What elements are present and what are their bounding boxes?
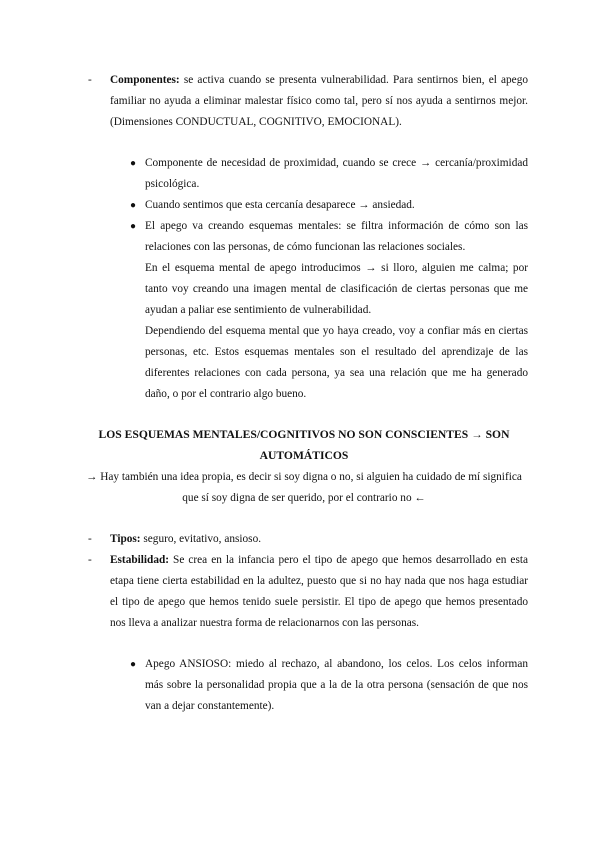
- types-text: seguro, evitativo, ansioso.: [140, 533, 262, 545]
- bullet-dot: ●: [130, 158, 137, 169]
- list-item-text: Componente de necesidad de proximidad, cuando se crece → cercanía/proximidad psicológica.: [145, 157, 528, 190]
- list-item-text: Cuando sentimos que esta cercanía desaparece → ansiedad.: [145, 199, 415, 211]
- bullet-dot: ●: [130, 200, 137, 211]
- components-label: Componentes:: [110, 74, 180, 86]
- stability-item: [88, 550, 528, 634]
- list-item-paragraph: En el esquema mental de apego introducimos → si lloro, alguien me calma; por tanto voy creando una imagen mental de clasificación de ciertas personas que me ayudan a paliar ese sentimiento de vulnerabilidad.: [145, 262, 528, 316]
- list-item: [130, 195, 528, 216]
- types-item: [88, 529, 528, 550]
- components-item: [88, 70, 528, 133]
- components-paragraph: [110, 70, 528, 133]
- types-paragraph: [110, 529, 528, 550]
- stability-bullet-list: [130, 654, 528, 717]
- list-item-text: El apego va creando esquemas mentales: se filtra información de cómo son las relaciones con las personas, de cómo funcionan las relaciones sociales.: [145, 220, 528, 253]
- arrow-note: → Hay también una idea propia, es decir si soy digna o no, si alguien ha cuidado de mí significa que sí soy digna de ser querido, por el contrario no ←: [86, 471, 522, 504]
- list-item: [130, 216, 528, 405]
- types-label: Tipos:: [110, 533, 141, 545]
- bullet-dot: ●: [130, 221, 137, 232]
- components-text: se activa cuando se presenta vulnerabilidad. Para sentirnos bien, el apego familiar no ayuda a eliminar malestar físico como tal, pero sí nos ayuda a sentirnos mejor. (Dimensiones CONDUCTUAL, COGNITIVO, EMOCIONAL).: [110, 74, 528, 128]
- list-item: [130, 153, 528, 195]
- list-item-text: Apego ANSIOSO: miedo al rechazo, al abandono, los celos. Los celos informan más sobre la personalidad propia que a la de la otra persona (sensación de que nos van a dejar constantemente).: [145, 658, 528, 712]
- list-item: [130, 654, 528, 717]
- components-bullet-list: [130, 153, 528, 405]
- section-heading: LOS ESQUEMAS MENTALES/COGNITIVOS NO SON CONSCIENTES → SON AUTOMÁTICOS: [98, 428, 510, 462]
- dash-marker: -: [88, 74, 92, 86]
- stability-text: Se crea en la infancia pero el tipo de apego que hemos desarrollado en esta etapa tiene cierta estabilidad en la adultez, puesto que si no hay nada que nos haga estudiar el tipo de apego que hemos tenido suele persistir. El tipo de apego que hemos presentado nos lleva a analizar nuestra forma de relacionarnos con las personas.: [110, 554, 528, 629]
- stability-paragraph: [110, 550, 528, 634]
- bullet-dot: ●: [130, 659, 137, 670]
- dash-marker: -: [88, 533, 92, 545]
- stability-label: Estabilidad:: [110, 554, 170, 566]
- list-item-paragraph: Dependiendo del esquema mental que yo haya creado, voy a confiar más en ciertas personas, etc. Estos esquemas mentales son el resultado del aprendizaje de las diferentes relaciones con cada persona, ya sea una relación que me ha generado daño, o por el contrario algo bueno.: [145, 325, 528, 400]
- dash-marker: -: [88, 554, 92, 566]
